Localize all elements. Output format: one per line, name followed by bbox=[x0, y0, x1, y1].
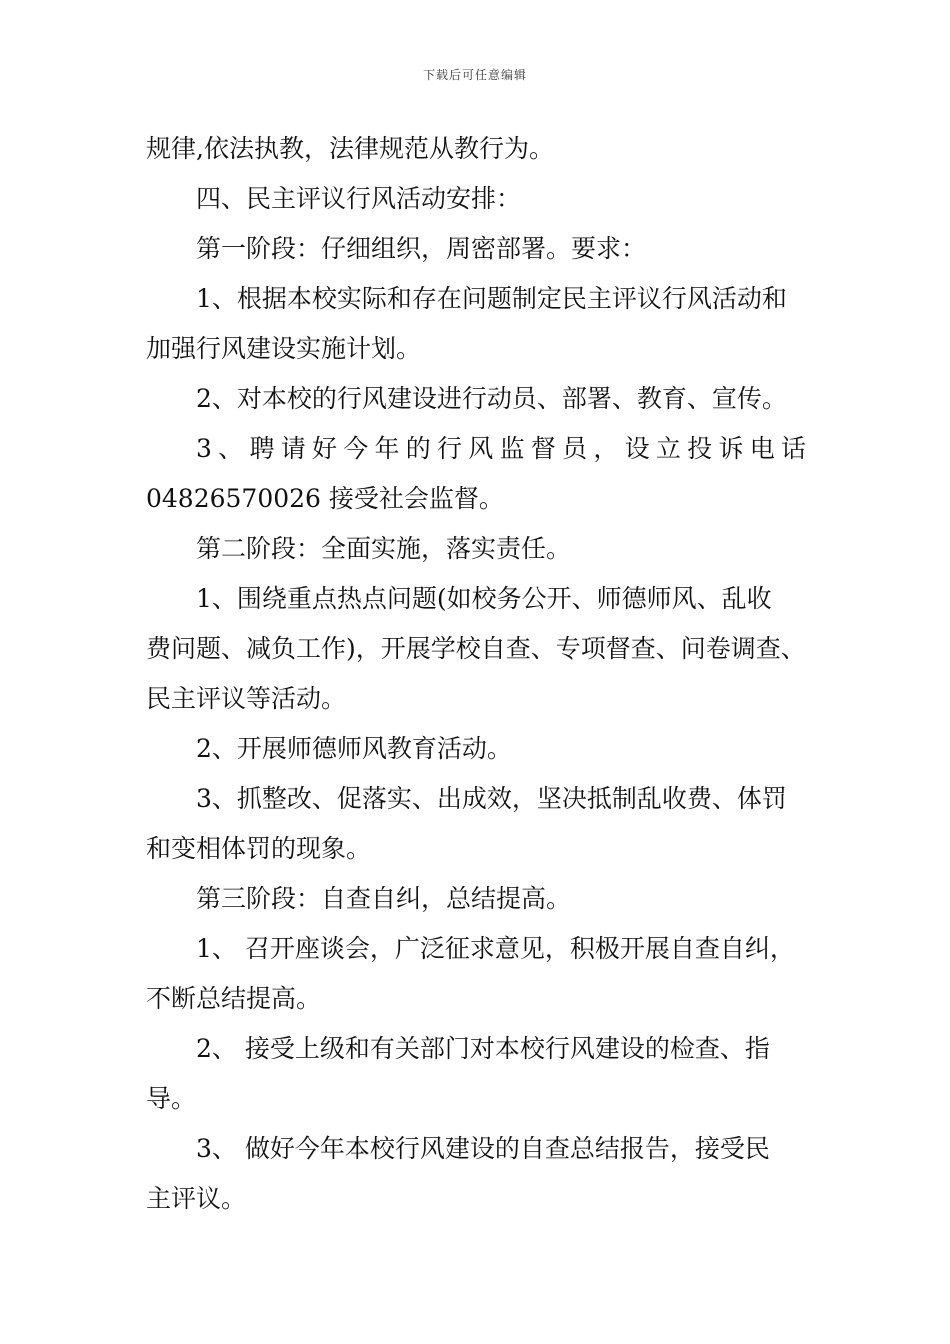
list-item-continuation: 不断总结提高。 bbox=[146, 984, 322, 1013]
list-item-continuation: 主评议。 bbox=[146, 1184, 247, 1213]
list-item: 3、 做好今年本校行风建设的自查总结报告，接受民 bbox=[196, 1134, 770, 1163]
list-item-continuation: 费问题、减负工作)，开展学校自查、专项督查、问卷调查、 bbox=[146, 634, 806, 663]
section-heading: 四、民主评议行风活动安排： bbox=[196, 184, 522, 213]
list-item: 1、 召开座谈会，广泛征求意见，积极开展自查自纠， bbox=[196, 934, 795, 963]
list-item: 1、围绕重点热点问题(如校务公开、师德师风、乱收 bbox=[196, 584, 772, 613]
stage-heading: 第二阶段：全面实施，落实责任。 bbox=[196, 534, 572, 563]
list-item: 3、聘请好今年的行风监督员，设立投诉电话 bbox=[196, 434, 806, 463]
stage-heading: 第三阶段：自查自纠，总结提高。 bbox=[196, 884, 572, 913]
list-item: 3、抓整改、促落实、出成效，坚决抵制乱收费、体罚 bbox=[196, 784, 787, 813]
list-item: 2、开展师德师风教育活动。 bbox=[196, 734, 512, 763]
list-item: 2、 接受上级和有关部门对本校行风建设的检查、指 bbox=[196, 1034, 770, 1063]
list-item: 1、根据本校实际和存在问题制定民主评议行风活动和 bbox=[196, 284, 787, 313]
page-header-note: 下载后可任意编辑 bbox=[422, 68, 527, 82]
stage-heading: 第一阶段：仔细组织，周密部署。要求： bbox=[196, 234, 647, 263]
paragraph-line: 规律,依法执教，法律规范从教行为。 bbox=[146, 134, 554, 163]
list-item-continuation: 导。 bbox=[146, 1084, 197, 1113]
list-item-continuation: 04826570026 接受社会监督。 bbox=[146, 484, 504, 513]
list-item-continuation: 民主评议等活动。 bbox=[146, 684, 347, 713]
list-item-continuation: 和变相体罚的现象。 bbox=[146, 834, 372, 863]
list-item: 2、对本校的行风建设进行动员、部署、教育、宣传。 bbox=[196, 384, 787, 413]
list-item-continuation: 加强行风建设实施计划。 bbox=[146, 334, 422, 363]
